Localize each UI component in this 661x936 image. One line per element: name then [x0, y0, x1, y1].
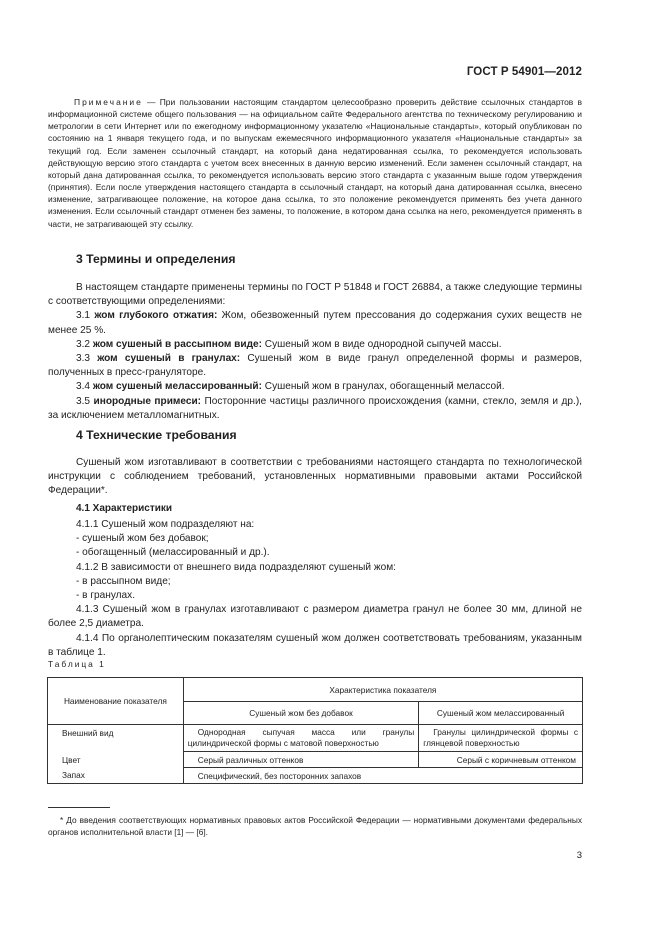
subsection-4-1-title: 4.1 Характеристики: [76, 503, 173, 514]
table-caption: Таблица 1: [48, 659, 106, 669]
document-header-id: ГОСТ Р 54901—2012: [466, 66, 582, 78]
term-3-3: 3.3 жом сушеный в гранулах: Сушеный жом в виде гранул определенной формы и размеров, полученных в пресс-грануляторе.: [48, 353, 582, 379]
para-4-1-3: 4.1.3 Сушеный жом в гранулах изготавливают с размером диаметра гранул не более 30 мм, длиной не более 2,5 диаметра.: [48, 604, 582, 630]
term-3-1: 3.1 жом глубокого отжатия: Жом, обезвоженный путем прессования до содержания сухих веществ не менее 25 %.: [48, 310, 583, 336]
page-number: 3: [576, 850, 582, 861]
table-row: Цвет Серый различных оттенков Серый с коричневым оттенком: [48, 752, 583, 768]
table-subheader-plain: Сушеный жом без добавок: [183, 702, 418, 725]
list-item: - сушеный жом без добавок;: [76, 533, 209, 545]
para-4-1-1: 4.1.1 Сушеный жом подразделяют на:: [76, 519, 255, 530]
term-3-4: 3.4 жом сушеный мелассированный: Сушеный жом в гранулах, обогащенный мелассой.: [76, 381, 505, 393]
section-3-intro: В настоящем стандарте применены термины по ГОСТ Р 51848 и ГОСТ 26884, а также следующие термины с соответствующими определениями:: [48, 282, 582, 308]
footnote-divider: [48, 807, 110, 808]
list-item: - обогащенный (мелассированный и др.).: [76, 547, 270, 559]
section-4-1-body: [48, 518, 582, 660]
note-label: Примечание: [74, 97, 143, 107]
table-header-group: Характеристика показателя: [183, 678, 582, 702]
para-4-1-2: 4.1.2 В зависимости от внешнего вида подразделяют сушеный жом:: [76, 561, 396, 573]
reference-note: [48, 96, 582, 230]
term-3-2: 3.2 жом сушеный в рассыпном виде: Сушеный жом в виде однородной сыпучей массы.: [76, 338, 502, 350]
section-3-title: 3 Термины и определения: [76, 252, 236, 266]
list-item: - в гранулах.: [76, 590, 135, 602]
table-1: [47, 677, 583, 784]
term-3-5: 3.5 инородные примеси: Посторонние частицы различного происхождения (камни, стекло, земля и др.), за исключением металломагнитных.: [48, 395, 582, 421]
list-item: - в рассыпном виде;: [76, 575, 171, 587]
table-header-name: Наименование показателя: [48, 678, 184, 725]
para-4-1-4: 4.1.4 По органолептическим показателям сушеный жом должен соответствовать требованиям, указанным в таблице 1.: [48, 632, 582, 658]
table-subheader-molassed: Сушеный жом мелассированный: [419, 702, 583, 725]
note-text: — При пользовании настоящим стандартом целесообразно проверить действие ссылочных стандартов в информационной системе общего пользования — на официальном сайте Федерального агентства по техническому регулированию и метрологии в сети Интернет или по ежегодному информационному указателю «Национальные стандарты», который опубликован по состоянию на 1 января текущего года, и по выпускам ежемесячного информационного указателя «Национальные стандарты» за текущий год. Если заменен ссылочный стандарт, на который дана недатированная ссылка, то рекомендуется использовать действующую версию этого стандарта с учетом всех внесенных в данную версию изменений. Если заменен ссылочный стандарт, на который дана датированная ссылка, то рекомендуется использовать версию этого стандарта с указанным выше годом утверждения (принятия). Если после утверждения настоящего стандарта в ссылочный стандарт, на который дана датированная ссылка, внесено изменение, затрагивающее положение, на которое дана ссылка, то это положение рекомендуется применять без учета данного изменения. Если ссылочный стандарт отменен без замены, то положение, в котором дана ссылка на него, рекомендуется применять в части, не затрагивающей эту ссылку.: [48, 97, 582, 229]
footnote: * До введения соответствующих нормативных правовых актов Российской Федерации — нормативными документами федеральных органов исполнительной власти [1] — [6].: [48, 815, 582, 837]
table-row: Запах Специфический, без посторонних запахов: [48, 768, 583, 784]
section-4-intro: Сушеный жом изготавливают в соответствии с требованиями настоящего стандарта по технологической инструкции с соблюдением требований, установленных нормативными правовыми актами Российской Федерации*.: [48, 457, 582, 497]
section-3-body: [48, 281, 582, 423]
table-row: Внешний вид Однородная сыпучая масса или гранулы цилиндрической формы с матовой поверхностью Гранулы цилиндрической формы с глянцевой поверхностью: [48, 725, 583, 752]
section-4-title: 4 Технические требования: [76, 428, 237, 442]
